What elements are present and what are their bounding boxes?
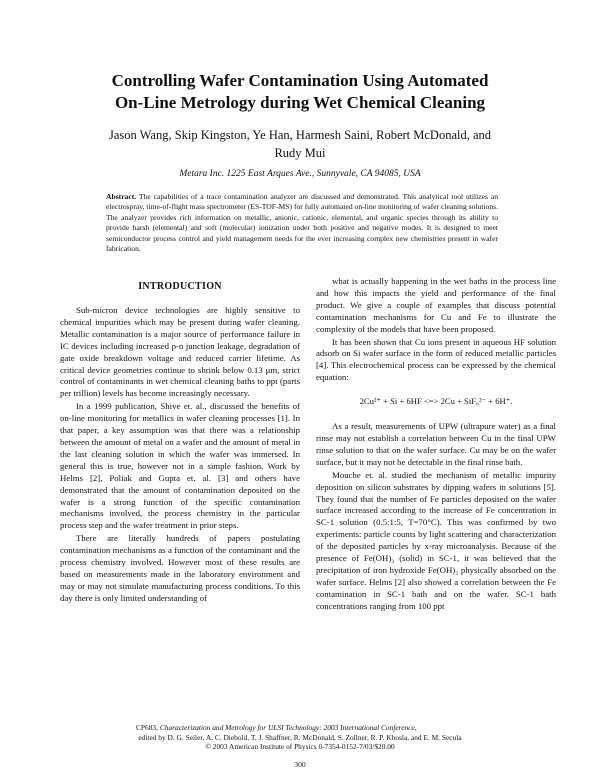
section-heading: INTRODUCTION: [138, 281, 222, 292]
paragraph: Sub-micron device technologies are highly sensitive to chemical impurities which may be present during wafer cleaning. Metallic contamination is a major source of performance failure in IC devices including increased p-n junction leakage, degradation of gate oxide breakdown voltage and reduced carrier lifetime. As critical device geometries continue to shrink below 0.13 μm, strict control of contaminants in wet chemical cleaning baths to ppt (parts per trillion) levels has become increasingly necessary.: [60, 305, 300, 399]
chemical-equation: 2Cu²⁺ + Si + 6HF <=> 2Cu + SiF₆²⁻ + 6H⁺.: [359, 396, 513, 407]
editors-line: edited by D. G. Seiler, A. C. Diebold, T. J. Shaffner, R. McDonald, S. Zollner, R. P. Khosla, and E. M. Secula: [138, 732, 462, 742]
copyright-line: © 2003 American Institute of Physics 0-7354-0152-7/03/$20.00: [205, 742, 395, 752]
author-list: [70, 126, 530, 162]
paragraph: It has been shown that Cu ions present in aqueous HF solution adsorb on Si wafer surface in the form of reduced metallic particles [4]. This electrochemical process can be expressed by the chemical equation:: [316, 336, 556, 383]
abstract-text: The capabilities of a trace contamination analyzer are discussed and demonstrated. This analytical tool utilizes an electrospray, time-of-flight mass spectrometer (ES-TOF-MS) for fully automated on-line monitoring of wafer cleaning solutions. The analyzer provides rich information on metallic, anionic, cationic, elemental, and organic species through its ability to provide harsh (elemental) and soft (molecular) ionization under both positive and negative modes. It is designed to meet semiconductor process control and yield management needs for the ever increasing complex new chemistries present in wafer fabrication.: [106, 192, 499, 254]
paragraph: There are literally hundreds of papers postulating contamination mechanisms as a function of the contaminant and the process chemistry involved. However most of these results are based on measurements made in the laboratory environment and may or may not simulate manufacturing process conditions. To this day there is only limited understanding of: [60, 533, 300, 603]
page-number: 300: [294, 760, 306, 769]
abstract-label: Abstract.: [106, 192, 137, 201]
conference-footer: [60, 723, 540, 752]
affiliation: Metara Inc. 1225 East Arques Ave., Sunnyvale, CA 94085, USA: [179, 169, 421, 179]
paragraph: In a 1999 publication, Shive et. al., discussed the benefits of on-line monitoring for metallics in wafer cleaning processes [1]. In that paper, a key assumption was that there was a relationship between the amount of metal on a wafer and the amount of metal in the last cleaning solution in which the wafer was immersed. In general this is true, however not in a simple fashion. Work by Helms [2], Poliak and Gupta et. al. [3] and others have demonstrated that the amount of contamination deposited on the wafer is a strong function of the specific contamination mechanisms involved, the process chemistry in the particular process step and the wafer treatment in prior steps.: [60, 401, 300, 531]
right-column: [316, 276, 556, 614]
conference-title: Characterization and Metrology for ULSI Technology: 2003 International Conference,: [159, 723, 417, 732]
abstract: [106, 192, 498, 254]
title-line-2: On-Line Metrology during Wet Chemical Cleaning: [114, 93, 486, 112]
authors-line-1: Jason Wang, Skip Kingston, Ye Han, Harmesh Saini, Robert McDonald, and: [108, 128, 492, 142]
paragraph: what is actually happening in the wet baths in the process line and how this impacts the yield and performance of the final product. We give a couple of examples that discuss potential contamination mechanisms for Cu and Fe to illustrate the complexity of the models that have been proposed.: [316, 276, 556, 334]
conference-line: [60, 723, 540, 733]
authors-line-2: Rudy Mui: [274, 146, 326, 160]
paper-title: [60, 70, 540, 114]
title-line-1: Controlling Wafer Contamination Using Automated: [111, 71, 489, 90]
conference-code: CP683,: [136, 723, 158, 732]
left-column: [60, 276, 300, 606]
paragraph: Mouche et. al. studied the mechanism of metallic impurity deposition on silicon substrates by dipping wafers in solutions [5]. They found that the number of Fe particles deposited on the wafer surface increased according to the increase of Fe concentration in SC-1 solution (0.5:1:5, T=70°C). This was confirmed by two experiments: particle counts by light scattering and characterization of the deposited particles by x-ray microanalysis. Because of the presence of Fe(OH)₃ (solid) in SC-1, it was believed that the precipitation of iron hydroxide Fe(OH)₃ physically absorbed on the wafer surface. Helms [2] also showed a correlation between the Fe contamination in SC-1 bath and on the wafer. SC-1 bath concentrations ranging from 100 ppt: [316, 469, 556, 611]
paragraph: As a result, measurements of UPW (ultrapure water) as a final rinse may not establish a correlation between Cu in the final UPW rinse solution to that on the wafer surface. Cu may be on the wafer surface, but it may not be detectable in the final rinse bath.: [316, 421, 556, 467]
